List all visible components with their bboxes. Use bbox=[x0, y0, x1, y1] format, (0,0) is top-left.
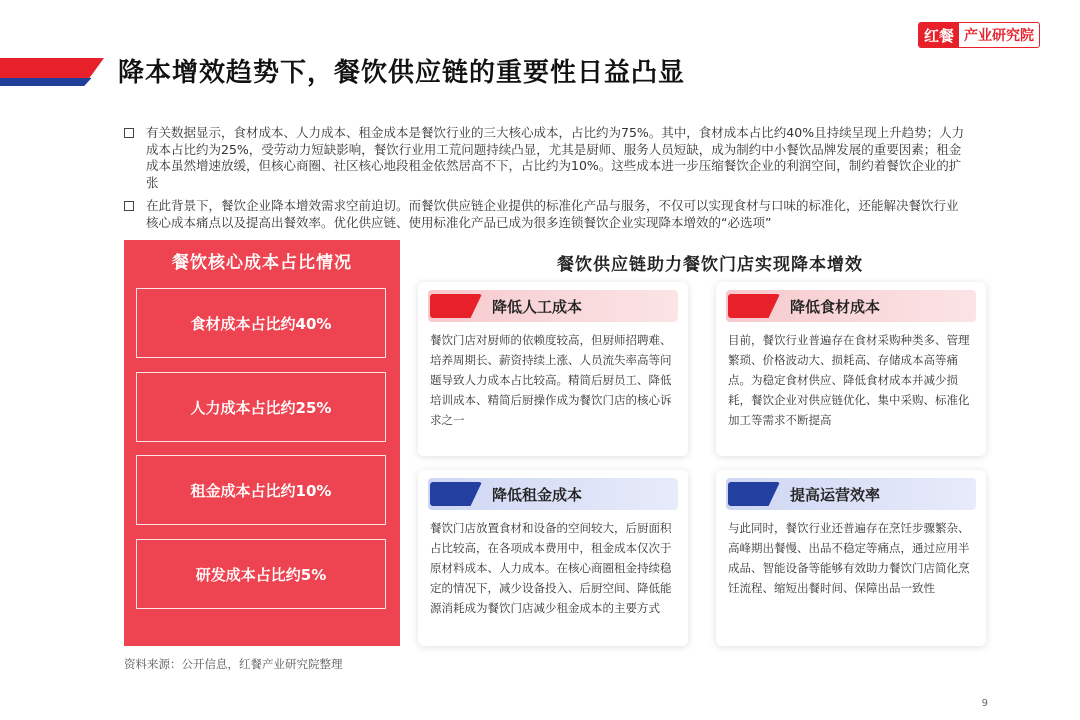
card-header bbox=[428, 290, 678, 322]
right-section-title: 餐饮供应链助力餐饮门店实现降本增效 bbox=[557, 255, 863, 275]
card-reduce-food-cost bbox=[716, 282, 986, 456]
cost-panel-title: 餐饮核心成本占比情况 bbox=[172, 253, 352, 273]
cost-item-food: 食材成本占比约40% bbox=[136, 288, 386, 358]
logo-brand-text: 红餐 bbox=[919, 23, 959, 47]
card-improve-efficiency bbox=[716, 470, 986, 646]
title-accent-red bbox=[0, 58, 104, 78]
data-source-note: 资料来源：公开信息，红餐产业研究院整理 bbox=[124, 657, 343, 671]
card-text: 目前，餐饮行业普遍存在食材采购种类多、管理繁琐、价格波动大、损耗高、存储成本高等痛点。为稳定食材供应、降低食材成本并减少损耗，餐饮企业对供应链优化、集中采购、标准化加工等需求不断提高 bbox=[728, 333, 970, 427]
page-number: 9 bbox=[981, 698, 988, 709]
title-accent-bar bbox=[0, 58, 104, 86]
cost-item-rnd: 研发成本占比约5% bbox=[136, 539, 386, 609]
card-tab-marker bbox=[728, 482, 780, 506]
card-tab-marker bbox=[728, 294, 780, 318]
card-label: 降低食材成本 bbox=[790, 297, 881, 316]
card-reduce-rent-cost bbox=[418, 470, 688, 646]
card-label: 降低租金成本 bbox=[492, 485, 583, 504]
card-label: 提高运营效率 bbox=[790, 485, 881, 504]
card-header bbox=[726, 478, 976, 510]
square-bullet-icon bbox=[124, 201, 134, 211]
card-text: 餐饮门店放置食材和设备的空间较大，后厨面积占比较高，在各项成本费用中，租金成本仅次于原材料成本、人力成本。在核心商圈租金持续稳定的情况下，减少设备投入、后厨空间、降低能源消耗成为餐饮门店减少租金成本的主要方式 bbox=[430, 521, 672, 615]
card-header bbox=[726, 290, 976, 322]
card-label: 降低人工成本 bbox=[492, 297, 583, 316]
bullet-text: 有关数据显示，食材成本、人力成本、租金成本是餐饮行业的三大核心成本，占比约为75%。其中，食材成本占比约40%且持续呈现上升趋势；人力成本占比约为25%，受劳动力短缺影响，餐饮行业用工荒问题持续凸显，尤其是厨师、服务人员短缺，成为制约中小餐饮品牌发展的重要因素；租金成本虽然增速放缓，但核心商圈、社区核心地段租金依然居高不下，占比约为10%。这些成本进一步压缩餐饮企业的利润空间，制约着餐饮企业的扩张 bbox=[146, 125, 965, 190]
card-tab-marker bbox=[430, 482, 482, 506]
page-title: 降本增效趋势下，餐饮供应链的重要性日益凸显 bbox=[118, 58, 686, 88]
card-header bbox=[428, 478, 678, 510]
logo-sub-text: 产业研究院 bbox=[964, 28, 1034, 44]
square-bullet-icon bbox=[124, 128, 134, 138]
cost-item-labor: 人力成本占比约25% bbox=[136, 372, 386, 442]
intro-bullets bbox=[124, 125, 969, 238]
bullet-text: 在此背景下，餐饮企业降本增效需求空前迫切。而餐饮供应链企业提供的标准化产品与服务，不仅可以实现食材与口味的标准化，还能解决餐饮行业核心成本痛点以及提高出餐效率。优化供应链、使用标准化产品已成为很多连锁餐饮企业实现降本增效的“必选项” bbox=[146, 198, 959, 230]
title-accent-blue bbox=[0, 78, 92, 86]
bullet-item bbox=[124, 125, 969, 191]
card-text: 餐饮门店对厨师的依赖度较高，但厨师招聘难、培养周期长、薪资持续上涨、人员流失率高等问题导致人力成本占比较高。精简后厨员工、降低培训成本、精简后厨操作成为餐饮门店的核心诉求之一 bbox=[430, 333, 672, 427]
core-cost-panel bbox=[124, 240, 400, 646]
card-text: 与此同时，餐饮行业还普遍存在烹饪步骤繁杂、高峰期出餐慢、出品不稳定等痛点，通过应用半成品、智能设备等能够有效助力餐饮门店简化烹饪流程、缩短出餐时间、保障出品一致性 bbox=[728, 521, 970, 595]
brand-logo bbox=[918, 22, 1040, 48]
card-tab-marker bbox=[430, 294, 482, 318]
bullet-item bbox=[124, 198, 969, 231]
card-reduce-labor-cost bbox=[418, 282, 688, 456]
cost-item-rent: 租金成本占比约10% bbox=[136, 455, 386, 525]
